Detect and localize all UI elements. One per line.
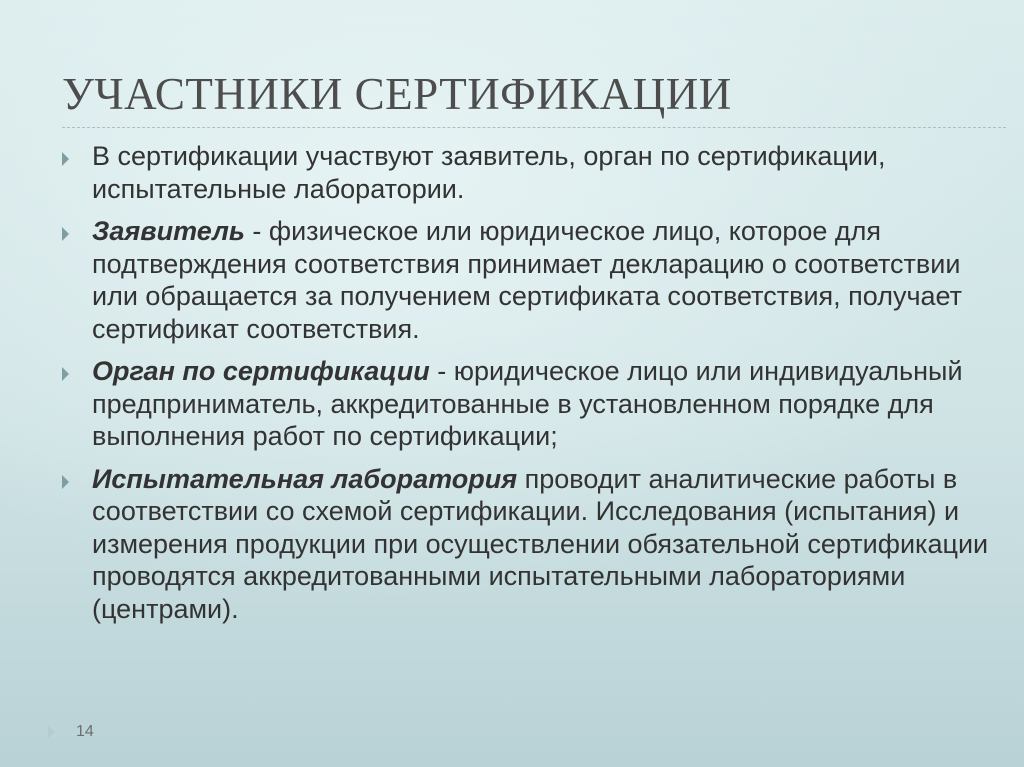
bullet-term: Заявитель xyxy=(92,216,245,246)
bullet-list xyxy=(60,140,990,635)
page-number: 14 xyxy=(76,723,94,740)
bullet-item-certification-body xyxy=(60,355,990,453)
bullet-item-applicant xyxy=(60,215,990,345)
bullet-description: - юридическое лицо или индивидуальный предприниматель, аккредитованные в установленном порядке для выполнения работ по сертификации; xyxy=(92,356,963,451)
bullet-term: Орган по сертификации xyxy=(92,356,430,386)
bullet-text xyxy=(92,463,990,626)
bullet-item-participants xyxy=(60,140,990,205)
bullet-term: Испытательная лаборатория xyxy=(92,463,518,494)
bullet-arrow-icon xyxy=(62,475,69,489)
bullet-text xyxy=(92,215,990,345)
slide-title: УЧАСТНИКИ СЕРТИФИКАЦИИ xyxy=(62,69,732,119)
bullet-text xyxy=(92,140,990,205)
bullet-text xyxy=(92,355,990,453)
bullet-description: В сертификации участвуют заявитель, орган по сертификации, испытательные лаборатории. xyxy=(92,141,886,204)
title-divider xyxy=(62,127,1006,128)
bullet-item-testing-laboratory xyxy=(60,463,990,626)
bullet-arrow-icon xyxy=(62,152,69,166)
bullet-arrow-icon xyxy=(62,227,69,241)
bullet-description: - физическое или юридическое лицо, которое для подтверждения соответствия принимает декларацию о соответствии или обращается за получением сертификата соответствия, получает сертификат соответствия. xyxy=(92,216,963,344)
bullet-arrow-icon xyxy=(62,367,69,381)
page-arrow-icon xyxy=(48,726,55,738)
bullet-description: проводит аналитические работы в соответствии со схемой сертификации. Исследования (испытания) и измерения продукции при осуществлении обязательной сертификации проводятся аккредитованными испытательными лабораториями (центрами). xyxy=(92,463,989,624)
